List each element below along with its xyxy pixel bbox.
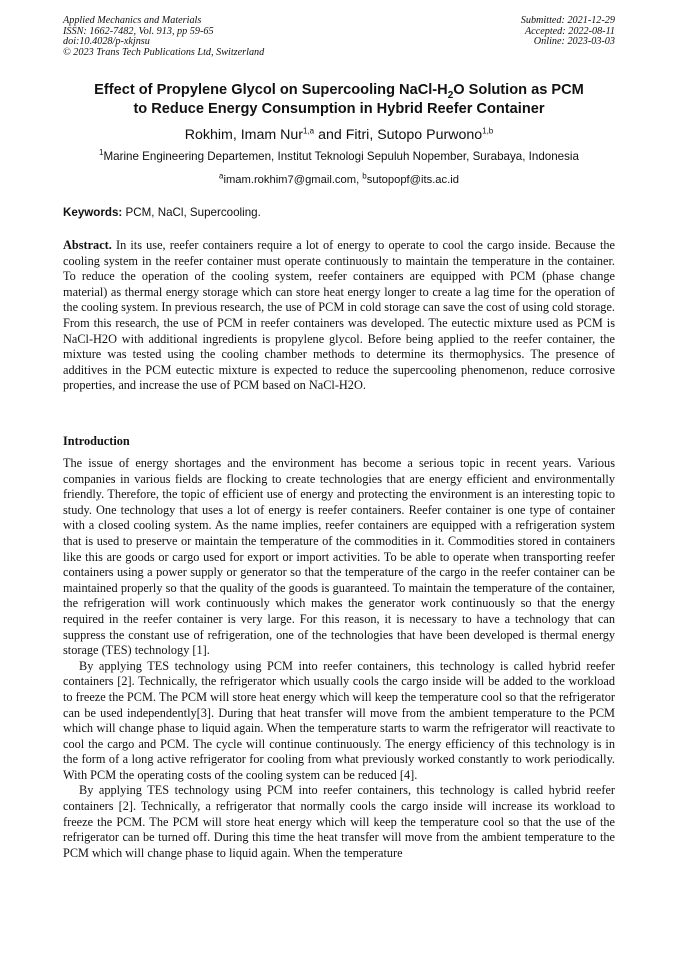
affiliation: $^1$Marine Engineering Departemen, Institut Teknologi Sepuluh Nopember, Surabaya, Indonesia (99, 148, 579, 163)
author-list: Rokhim, Imam Nur$^{1,a}$ and Fitri, Sutopo Purwono$^{1,b}$ (184, 126, 494, 143)
keywords-label: Keywords: (63, 206, 123, 219)
journal-info-header (63, 16, 264, 58)
author-name: Rokhim, Imam Nur (184, 127, 303, 143)
paragraph: By applying TES technology using PCM into reefer containers, this technology is called hybrid reefer containers [2]. Technically, the refrigerator which usually cools the cargo inside will be added to the workload to freeze the PCM. The PCM will store heat energy which will keep the temperature cool so that the refrigerator can be used independently[3]. During that heat transfer will move from the ambient temperature to the PCM which will change phase to liquid again. When the temperature starts to warm the refrigerator will reactivate to cool the cargo and PCM. The cycle will continue continuously. The energy efficiency of this technology is in the form of a long active refrigerator for cooling from what previously worked constantly to work periodically. With PCM the operating costs of the cooling system can be reduced [4]. (63, 658, 615, 782)
submitted-date: Submitted: 2021-12-29 (520, 15, 615, 26)
journal-issn: ISSN: 1662-7482, Vol. 913, pp 59-65 (63, 25, 214, 37)
journal-doi: doi:10.4028/p-xkjnsu (63, 36, 150, 47)
dates-header (521, 16, 615, 48)
accepted-date: Accepted: 2022-08-11 (524, 25, 615, 37)
paper-title: Effect of Propylene Glycol on Supercooling NaCl-$H_2O$ Solution as PCM to Reduce Energy Consumption in Hybrid Reefer Container (94, 82, 584, 117)
paragraph: By applying TES technology using PCM into reefer containers, this technology is called hybrid reefer containers [2]. Technically, a refrigerator that normally cools the cargo inside will increase its workload to freeze the PCM. The PCM will store heat energy which will keep the temperature cool so that the use of the refrigerator can be turned off. During this time the heat transfer will move from the ambient temperature to the PCM which will change phase to liquid again. When the temperature (63, 783, 615, 860)
journal-name: Applied Mechanics and Materials (63, 15, 202, 26)
online-date: Online: 2023-03-03 (533, 36, 615, 47)
abstract: Abstract. In its use, reefer containers require a lot of energy to operate to cool the cargo inside. Because the cooling system in the reefer container must operate continuously to maintain the temperature in the container. To reduce the operation of the cooling system, reefer containers are equipped with PCM (phase change material) as thermal energy storage which can store heat energy longer to create a lag time for the operation of the cooling system. In previous research, the use of PCM in cold storage can save the cost of using cold storage. From this research, the use of PCM in reefer containers was developed. The eutectic mixture used as PCM is NaCl-H2O with additional ingredients is propylene glycol. Before being applied to the reefer container, the mixture was tested using the cooling chamber methods to determine its thermophysics. The presence of additives in the PCM eutectic mixture is expected to reduce the supercooling phenomenon, reduce corrosive properties, and increase the use of PCM based on NaCl-H2O. (63, 238, 615, 393)
introduction-body (63, 456, 615, 861)
keywords: Keywords: PCM, NaCl, Supercooling. (63, 206, 261, 219)
section-heading-introduction: Introduction (63, 434, 130, 448)
journal-copyright: © 2023 Trans Tech Publications Ltd, Switzerland (63, 46, 265, 58)
author-emails: $^a$imam.rokhim7@gmail.com, $^b$sutopopf@its.ac.id (219, 171, 459, 186)
abstract-label: Abstract. (63, 238, 112, 252)
paragraph: The issue of energy shortages and the environment has become a serious topic in recent years. Various companies in various fields are flocking to create technologies that are energy efficient and environmentally friendly. Therefore, the topic of efficient use of energy and protecting the environment is an interesting topic to study. One technology that uses a lot of energy is reefer containers. Reefer container is one type of container with a closed cooling system. As the name implies, reefer containers are equipped with a refrigeration system that is used to preserve or maintain the temperature of the commodities in it. Commodities stored in containers like this are goods or cargo used for export or import activities. To be able to operate when transporting reefer containers using a power supply or generator so that the temperature of the cargo in the reefer container can be maintained properly so that the quality of the goods is guaranteed. To maintain the temperature of the container, the refrigeration will work continuously which makes the generator work continuously so that the energy required in the reefer container is very large. For this reason, it is necessary to have a technology that can suppress the constant use of refrigeration, one of the technologies that have been developed is thermal energy storage (TES) technology [1]. (63, 456, 615, 658)
author-name: Fitri, Sutopo Purwono (345, 127, 483, 143)
